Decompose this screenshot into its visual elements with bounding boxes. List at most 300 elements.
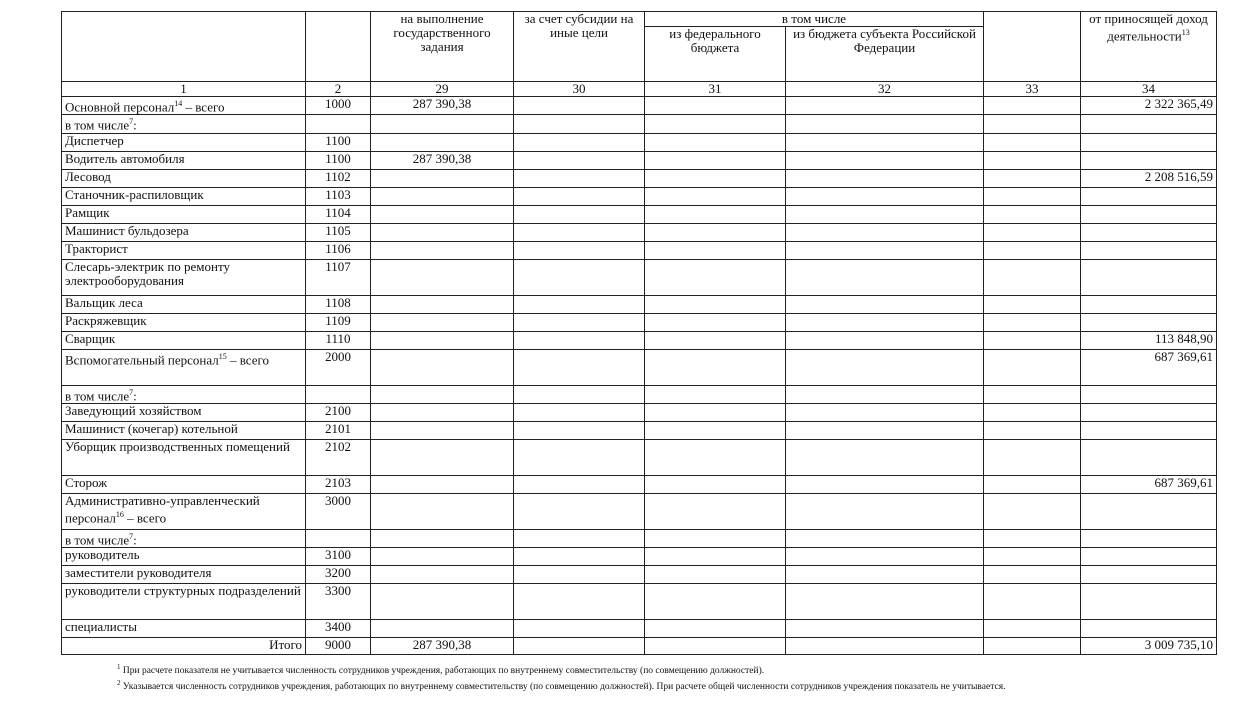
column-number: 2 (306, 82, 371, 97)
header-col34-text: от приносящей доход деятельности (1089, 11, 1208, 44)
row-name: Сварщик (65, 331, 116, 346)
row-col34 (1081, 205, 1217, 223)
row-col29 (371, 295, 514, 313)
row-col29 (371, 548, 514, 566)
table-row (62, 403, 1217, 421)
row-col33 (984, 548, 1081, 566)
row-code: 3400 (306, 620, 371, 638)
row-name-cell (62, 133, 306, 151)
row-col34: 687 369,61 (1081, 475, 1217, 493)
row-col31 (645, 331, 786, 349)
row-name: Сторож (65, 475, 108, 490)
table-row (62, 548, 1217, 566)
footnote-sup: 1 (117, 663, 121, 671)
row-col33 (984, 223, 1081, 241)
row-col30 (514, 223, 645, 241)
row-name: Вспомогательный персонал (65, 351, 219, 367)
row-col33 (984, 133, 1081, 151)
row-col33 (984, 385, 1081, 403)
total-label: Итого (62, 638, 306, 655)
row-name-cell (62, 584, 306, 620)
row-col29 (371, 566, 514, 584)
row-col31 (645, 584, 786, 620)
row-col30 (514, 295, 645, 313)
row-name-cell (62, 313, 306, 331)
row-col32 (786, 187, 984, 205)
row-col32 (786, 151, 984, 169)
row-name-cell (62, 205, 306, 223)
footnote (61, 677, 1221, 693)
row-col29 (371, 620, 514, 638)
header-col33 (984, 12, 1081, 82)
row-col34 (1081, 151, 1217, 169)
row-name: в том числе (65, 117, 130, 133)
row-code: 2000 (306, 349, 371, 385)
row-name: Водитель автомобиля (65, 151, 185, 166)
row-code: 2100 (306, 403, 371, 421)
row-col33 (984, 151, 1081, 169)
row-name-cell (62, 475, 306, 493)
row-name: Машинист (кочегар) котельной (65, 421, 238, 436)
row-name: Вальщик леса (65, 295, 143, 310)
row-col32 (786, 421, 984, 439)
table-row (62, 475, 1217, 493)
row-col30 (514, 548, 645, 566)
row-name-cell (62, 548, 306, 566)
row-col33 (984, 259, 1081, 295)
row-col33 (984, 475, 1081, 493)
row-col33 (984, 295, 1081, 313)
row-name: руководитель (65, 547, 140, 563)
row-col31 (645, 385, 786, 403)
table-row (62, 385, 1217, 403)
row-col31 (645, 313, 786, 331)
row-col29 (371, 223, 514, 241)
row-col33 (984, 97, 1081, 115)
row-col29 (371, 584, 514, 620)
row-name-tail: : (133, 532, 137, 548)
row-col32 (786, 97, 984, 115)
footnotes (61, 661, 1221, 693)
footnote-text: Указывается численность сотрудников учреждения, работающих по внутреннему совместительству (по совмещению должностей). При расчете общей численности сотрудников учреждения показатель не учитывается. (122, 682, 1006, 693)
row-col31 (645, 421, 786, 439)
table-row (62, 205, 1217, 223)
total-row (62, 638, 1217, 655)
total-col29: 287 390,38 (371, 638, 514, 655)
row-name-sup: 15 (218, 351, 227, 361)
row-col30 (514, 529, 645, 547)
row-col31 (645, 566, 786, 584)
row-col31 (645, 187, 786, 205)
row-col34 (1081, 529, 1217, 547)
row-name-cell (62, 493, 306, 529)
row-col34: 113 848,90 (1081, 331, 1217, 349)
row-code: 2103 (306, 475, 371, 493)
row-col32 (786, 331, 984, 349)
row-col29 (371, 169, 514, 187)
row-code: 1107 (306, 259, 371, 295)
row-col34 (1081, 584, 1217, 620)
row-name-cell (62, 241, 306, 259)
row-col31 (645, 620, 786, 638)
row-name: в том числе (65, 387, 130, 403)
total-col32 (786, 638, 984, 655)
row-code (306, 529, 371, 547)
table-row (62, 295, 1217, 313)
table-row (62, 259, 1217, 295)
row-col30 (514, 421, 645, 439)
row-name: Административно-управленческий персонал (65, 493, 260, 526)
row-col34: 687 369,61 (1081, 349, 1217, 385)
row-col33 (984, 439, 1081, 475)
row-col29: 287 390,38 (371, 97, 514, 115)
row-col30 (514, 97, 645, 115)
header-col29: на выполнение государственного задания (371, 12, 514, 82)
row-col34 (1081, 313, 1217, 331)
row-col31 (645, 241, 786, 259)
row-col32 (786, 313, 984, 331)
row-code: 2101 (306, 421, 371, 439)
total-col34: 3 009 735,10 (1081, 638, 1217, 655)
row-name: Слесарь-электрик по ремонту электрооборудования (65, 259, 230, 288)
row-col33 (984, 187, 1081, 205)
row-col29 (371, 439, 514, 475)
row-col32 (786, 115, 984, 133)
row-name-sup: 16 (115, 509, 124, 519)
row-name-cell (62, 295, 306, 313)
row-col30 (514, 493, 645, 529)
table-body (62, 97, 1217, 655)
row-name: Диспетчер (65, 133, 124, 148)
row-name-sup: 7 (129, 387, 134, 397)
row-col31 (645, 169, 786, 187)
row-col33 (984, 313, 1081, 331)
row-name: Машинист бульдозера (65, 223, 189, 238)
table-row (62, 115, 1217, 133)
row-col34 (1081, 223, 1217, 241)
row-col34 (1081, 295, 1217, 313)
row-name-tail: : (133, 387, 137, 403)
row-col34 (1081, 187, 1217, 205)
row-name-cell (62, 223, 306, 241)
row-col32 (786, 169, 984, 187)
row-col31 (645, 205, 786, 223)
row-col33 (984, 620, 1081, 638)
row-col32 (786, 241, 984, 259)
footnote (61, 661, 1221, 677)
row-name-cell (62, 529, 306, 547)
row-col32 (786, 295, 984, 313)
row-name: Заведующий хозяйством (65, 403, 202, 418)
header-cell-name (62, 12, 306, 82)
table-row (62, 223, 1217, 241)
column-number: 30 (514, 82, 645, 97)
row-code: 1106 (306, 241, 371, 259)
header-col31: из федерального бюджета (645, 27, 786, 82)
row-col30 (514, 475, 645, 493)
row-col30 (514, 151, 645, 169)
row-col34: 2 322 365,49 (1081, 97, 1217, 115)
row-col32 (786, 349, 984, 385)
column-number: 29 (371, 82, 514, 97)
row-col31 (645, 151, 786, 169)
row-name-cell (62, 620, 306, 638)
row-code: 2102 (306, 439, 371, 475)
table-row (62, 331, 1217, 349)
row-col30 (514, 403, 645, 421)
row-col32 (786, 259, 984, 295)
header-col34 (1081, 12, 1217, 82)
row-col31 (645, 259, 786, 295)
row-col34 (1081, 259, 1217, 295)
row-col34 (1081, 493, 1217, 529)
row-col34 (1081, 385, 1217, 403)
row-col32 (786, 205, 984, 223)
row-name-cell (62, 97, 306, 115)
row-col34 (1081, 439, 1217, 475)
row-name-tail: – всего (182, 99, 225, 115)
table-row (62, 97, 1217, 115)
row-col34 (1081, 115, 1217, 133)
table-row (62, 421, 1217, 439)
row-name-cell (62, 151, 306, 169)
row-col30 (514, 331, 645, 349)
row-col29 (371, 385, 514, 403)
row-col30 (514, 115, 645, 133)
row-name: Станочник-распиловщик (65, 187, 204, 202)
row-col30 (514, 313, 645, 331)
row-name-tail: : (133, 117, 137, 133)
row-col33 (984, 584, 1081, 620)
header-cell-code (306, 12, 371, 82)
row-code: 3100 (306, 548, 371, 566)
row-col29 (371, 421, 514, 439)
row-col34: 2 208 516,59 (1081, 169, 1217, 187)
row-code: 1000 (306, 97, 371, 115)
row-code: 1104 (306, 205, 371, 223)
row-col30 (514, 439, 645, 475)
table-row (62, 439, 1217, 475)
table-row (62, 133, 1217, 151)
row-name-cell (62, 115, 306, 133)
table-row (62, 187, 1217, 205)
row-col31 (645, 295, 786, 313)
column-number: 1 (62, 82, 306, 97)
row-col30 (514, 169, 645, 187)
row-code: 1105 (306, 223, 371, 241)
row-col34 (1081, 241, 1217, 259)
row-col32 (786, 548, 984, 566)
row-name-sup: 14 (174, 99, 183, 108)
row-name-cell (62, 403, 306, 421)
row-name-sup: 7 (129, 531, 134, 541)
row-col32 (786, 566, 984, 584)
total-code: 9000 (306, 638, 371, 655)
row-name: в том числе (65, 532, 130, 548)
row-col33 (984, 566, 1081, 584)
row-name-tail: – всего (226, 351, 270, 367)
row-col31 (645, 475, 786, 493)
total-col33 (984, 638, 1081, 655)
table-row (62, 241, 1217, 259)
row-col32 (786, 439, 984, 475)
row-col33 (984, 205, 1081, 223)
row-col31 (645, 529, 786, 547)
header-col30: за счет субсидии на иные цели (514, 12, 645, 82)
row-col31 (645, 115, 786, 133)
total-col31 (645, 638, 786, 655)
row-name: заместители руководителя (65, 565, 212, 581)
row-name-cell (62, 349, 306, 385)
table-row (62, 349, 1217, 385)
table-row (62, 493, 1217, 529)
header-group-in-total: в том числе (645, 12, 984, 27)
row-col32 (786, 385, 984, 403)
row-name: Лесовод (65, 169, 111, 184)
row-name-cell (62, 439, 306, 475)
row-col29 (371, 259, 514, 295)
header-col32: из бюджета субъекта Российской Федерации (786, 27, 984, 82)
row-col30 (514, 133, 645, 151)
row-col29 (371, 349, 514, 385)
staff-salary-table (61, 11, 1217, 655)
row-col32 (786, 529, 984, 547)
column-number: 31 (645, 82, 786, 97)
row-col34 (1081, 566, 1217, 584)
row-col29 (371, 403, 514, 421)
row-code: 1100 (306, 151, 371, 169)
row-col33 (984, 421, 1081, 439)
row-code: 3300 (306, 584, 371, 620)
row-col34 (1081, 421, 1217, 439)
row-name: Тракторист (65, 241, 128, 256)
row-name-sup: 7 (129, 117, 134, 127)
row-col32 (786, 133, 984, 151)
row-code: 3000 (306, 493, 371, 529)
row-col31 (645, 548, 786, 566)
row-col30 (514, 620, 645, 638)
row-name-tail: – всего (123, 510, 167, 526)
row-name-cell (62, 259, 306, 295)
row-col30 (514, 187, 645, 205)
column-number: 32 (786, 82, 984, 97)
row-name-cell (62, 566, 306, 584)
row-name: специалисты (65, 619, 137, 635)
row-name: Уборщик производственных помещений (65, 439, 290, 454)
row-col29: 287 390,38 (371, 151, 514, 169)
column-number: 33 (984, 82, 1081, 97)
row-name-cell (62, 385, 306, 403)
row-col34 (1081, 620, 1217, 638)
row-name-cell (62, 331, 306, 349)
row-col30 (514, 241, 645, 259)
row-col32 (786, 403, 984, 421)
row-code (306, 385, 371, 403)
row-col34 (1081, 548, 1217, 566)
row-name-cell (62, 421, 306, 439)
row-col29 (371, 475, 514, 493)
table-row (62, 529, 1217, 547)
row-col31 (645, 223, 786, 241)
row-col29 (371, 133, 514, 151)
row-col30 (514, 566, 645, 584)
row-code: 1100 (306, 133, 371, 151)
row-col33 (984, 529, 1081, 547)
header-col34-sup: 13 (1181, 28, 1190, 37)
table-row (62, 584, 1217, 620)
row-name-cell (62, 169, 306, 187)
row-col29 (371, 205, 514, 223)
row-name-cell (62, 187, 306, 205)
row-col33 (984, 115, 1081, 133)
row-col30 (514, 349, 645, 385)
row-col30 (514, 205, 645, 223)
row-name: Основной персонал (65, 99, 175, 115)
row-code: 1108 (306, 295, 371, 313)
row-col33 (984, 349, 1081, 385)
row-col31 (645, 493, 786, 529)
row-col33 (984, 241, 1081, 259)
row-name: Раскряжевщик (65, 313, 147, 328)
row-col34 (1081, 403, 1217, 421)
row-col30 (514, 584, 645, 620)
row-name: Рамщик (65, 205, 110, 220)
row-col30 (514, 385, 645, 403)
row-col34 (1081, 133, 1217, 151)
row-col32 (786, 584, 984, 620)
row-code: 3200 (306, 566, 371, 584)
row-col33 (984, 403, 1081, 421)
row-col30 (514, 259, 645, 295)
row-col32 (786, 493, 984, 529)
row-col31 (645, 133, 786, 151)
row-col29 (371, 241, 514, 259)
row-col29 (371, 313, 514, 331)
row-col31 (645, 97, 786, 115)
row-col32 (786, 475, 984, 493)
table-row (62, 151, 1217, 169)
footnote-sup: 2 (117, 679, 121, 688)
column-number: 34 (1081, 82, 1217, 97)
row-col31 (645, 439, 786, 475)
row-name: руководители структурных подразделений (65, 583, 301, 599)
table-row (62, 566, 1217, 584)
footnote-text: При расчете показателя не учитывается численность сотрудников учреждения, работающих по внутреннему совместительству (по совмещению должностей). (122, 666, 765, 677)
row-code (306, 115, 371, 133)
row-col29 (371, 529, 514, 547)
row-col29 (371, 493, 514, 529)
row-code: 1110 (306, 331, 371, 349)
row-col33 (984, 169, 1081, 187)
row-code: 1103 (306, 187, 371, 205)
row-col33 (984, 493, 1081, 529)
row-col29 (371, 187, 514, 205)
total-col30 (514, 638, 645, 655)
row-col33 (984, 331, 1081, 349)
table-row (62, 169, 1217, 187)
row-col31 (645, 403, 786, 421)
row-col31 (645, 349, 786, 385)
table-row (62, 313, 1217, 331)
column-number-row (62, 82, 1217, 97)
row-col32 (786, 620, 984, 638)
row-code: 1109 (306, 313, 371, 331)
row-code: 1102 (306, 169, 371, 187)
table-row (62, 620, 1217, 638)
row-col29 (371, 115, 514, 133)
row-col32 (786, 223, 984, 241)
row-col29 (371, 331, 514, 349)
